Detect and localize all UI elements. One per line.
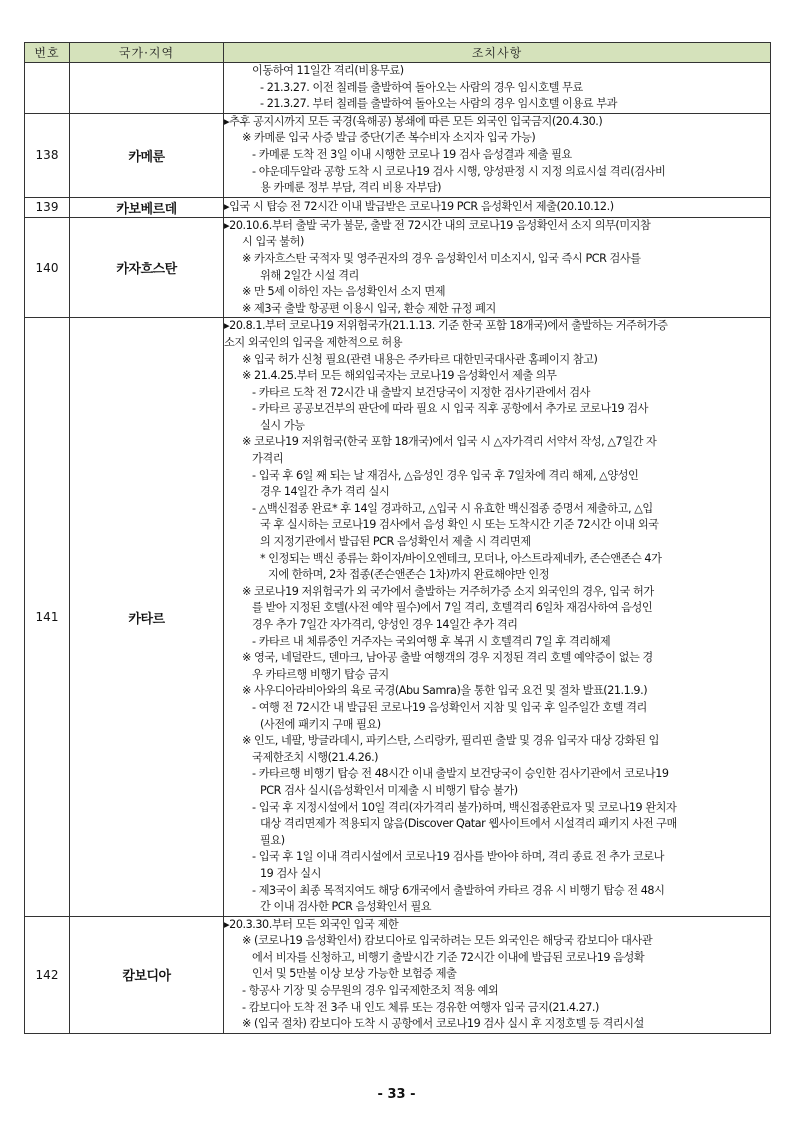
measure-line: 가격리 [252,452,284,466]
measure-line: - △백신접종 완료* 후 14일 경과하고, △입국 시 유효한 백신접종 증명서 제출하고, △입 [252,501,653,515]
measure-line: - 21.3.27. 이전 칠레를 출발하여 돌아오는 사람의 경우 임시호텔 무료 [260,80,583,94]
row-country: 카자흐스탄 [70,217,224,318]
table-row [25,113,771,197]
measure-line: - 여행 전 72시간 내 발급된 코로나19 음성확인서 지참 및 입국 후 일주일간 호텔 격리 [252,700,647,714]
row-country: 캄보디아 [70,916,224,1033]
row-measures [224,217,771,318]
table-row [25,197,771,217]
table-row [25,916,771,1033]
measure-line: - 카타르행 비행기 탑승 전 48시간 이내 출발지 보건당국이 승인한 검사기관에서 코로나19 [252,767,669,781]
measure-line: 에서 비자를 신청하고, 비행기 출발시간 기준 72시간 이내에 발급된 코로나19 음성확 [252,950,645,964]
measure-line: - 카타르 공공보건부의 판단에 따라 필요 시 입국 직후 공항에서 추가로 코로나19 검사 [252,402,648,416]
measure-line: ※ 21.4.25.부터 모든 해외입국자는 코로나19 음성확인서 제출 의무 [242,369,557,383]
measure-line: - 제3국이 최종 목적지여도 해당 6개국에서 출발하여 카타르 경유 시 비행기 탑승 전 48시 [252,883,665,897]
measure-line: - 야운데두알라 공항 도착 시 코로나19 검사 시행, 양성판정 시 지정 의료시설 격리(검사비 [252,164,666,178]
measure-line: ※ (입국 절차) 캄보디아 도착 시 공항에서 코로나19 검사 실시 후 지정호텔 등 격리시설 [242,1017,644,1031]
measure-line: ※ 사우디아라비아와의 육로 국경(Abu Samra)을 통한 입국 요건 및 절차 발표(21.1.9.) [242,684,648,698]
page-number: - 33 - [377,1087,416,1102]
measure-line: - 입국 후 6일 째 되는 날 재검사, △음성인 경우 입국 후 7일차에 격리 해제, △양성인 [252,468,639,482]
measure-line: 를 받아 지정된 호텔(사전 예약 필수)에서 7일 격리, 호텔격리 6일차 재검사하여 음성인 [252,601,653,615]
measure-line: ▸20.10.6.부터 출발 국가 불문, 출발 전 72시간 내의 코로나19 음성확인서 소지 의무(미지참 [224,218,651,232]
row-number: 142 [25,916,70,1033]
measure-line: 국 후 실시하는 코로나19 검사에서 음성 확인 시 또는 도착시간 기준 72시간 이내 외국 [260,518,659,532]
table-header-row [25,43,771,63]
measure-line: 용 카메룬 정부 부담, 격리 비용 자부담) [260,181,442,195]
row-number: 139 [25,197,70,217]
measure-line: - 카메룬 도착 전 3일 이내 시행한 코로나 19 검사 음성결과 제출 필요 [252,147,572,161]
measure-line: ▸20.8.1.부터 코로나19 저위험국가(21.1.13. 기준 한국 포함 18개국)에서 출발하는 거주허가증 [224,319,668,333]
row-number [25,63,70,114]
measure-line: 이동하여 11일간 격리(비용무료) [252,64,404,77]
row-number: 140 [25,217,70,318]
measure-line: 간 이내 검사한 PCR 음성확인서 필요 [260,900,432,914]
measure-line: ※ 카자흐스탄 국적자 및 영주권자의 경우 음성확인서 미소지시, 입국 즉시 PCR 검사를 [242,251,641,265]
measure-line: ※ 제3국 출발 항공편 이용시 입국, 환승 제한 규정 폐지 [242,301,496,315]
continuation-row [25,63,771,114]
measure-line: ※ 영국, 네덜란드, 덴마크, 남아공 출발 여행객의 경우 지정된 격리 호텔 예약증이 없는 경 [242,651,653,665]
header-number: 번호 [25,43,70,63]
measure-line: ※ 인도, 네팔, 방글라데시, 파키스탄, 스리랑카, 필리핀 출발 및 경유 입국자 대상 강화된 입 [242,734,659,748]
measure-line: ※ 만 5세 이하인 자는 음성확인서 소지 면제 [242,285,446,299]
measure-line: 의 지정기관에서 발급된 PCR 음성확인서 제출 시 격리면제 [260,535,531,549]
measure-line: 국제한조치 시행(21.4.26.) [252,750,379,764]
measure-line: 인서 및 5만불 이상 보상 가능한 보험증 제출 [252,967,457,981]
measure-line: ※ (코로나19 음성확인서) 캄보디아로 입국하려는 모든 외국인은 해당국 캄보디아 대사관 [242,934,653,948]
measure-line: - 항공사 기장 및 승무원의 경우 입국제한조치 적용 예외 [242,984,499,998]
row-measures [224,318,771,916]
measure-line: 필요) [260,833,285,847]
table-row [25,217,771,318]
row-number: 141 [25,318,70,916]
measure-line: ▸20.3.30.부터 모든 외국인 입국 제한 [224,917,399,931]
row-country: 카타르 [70,318,224,916]
table-row [25,318,771,916]
measure-line: - 카타르 내 체류중인 거주자는 국외여행 후 복귀 시 호텔격리 7일 후 격리해제 [252,634,611,648]
measure-line: 지에 한하며, 2차 접종(존슨앤존슨 1차)까지 완료해야만 인정 [268,568,550,582]
row-country: 카보베르데 [70,197,224,217]
header-measures: 조치사항 [224,43,771,63]
measure-line: 위해 2일간 시설 격리 [260,268,359,282]
measure-line: 19 검사 실시 [260,866,321,880]
measure-line: 대상 격리면제가 적용되지 않음(Discover Qatar 웹사이트에서 시설격리 패키지 사전 구매 [260,817,677,831]
measure-line: 경우 14일간 추가 격리 실시 [260,485,390,499]
measure-line: ※ 입국 허가 신청 필요(관련 내용은 주카타르 대한민국대사관 홈페이지 참고) [242,352,598,366]
measures-table [24,42,771,1034]
measure-line: ※ 코로나19 저위험국(한국 포함 18개국)에서 입국 시 △자가격리 서약서 작성, △7일간 자 [242,435,657,449]
measure-line: 우 카타르행 비행기 탑승 금지 [252,667,389,681]
measure-line: ※ 카메룬 입국 사증 발급 중단(기존 복수비자 소지자 입국 가능) [242,131,536,145]
row-measures [224,63,771,114]
row-measures [224,197,771,217]
measure-line: * 인정되는 백신 종류는 화이자/바이오엔테크, 모더나, 아스트라제네카, 존슨앤존슨 4가 [260,551,662,565]
header-country: 국가·지역 [70,43,224,63]
measure-line: - 캄보디아 도착 전 3주 내 인도 체류 또는 경유한 여행자 입국 금지(21.4.27.) [242,1000,599,1014]
row-country: 카메룬 [70,113,224,197]
measure-line: 실시 가능 [260,418,305,432]
row-country [70,63,224,114]
measure-line: ▸추후 공지시까지 모든 국경(육해공) 봉쇄에 따른 모든 외국인 입국금지(20.4.30.) [224,114,603,128]
measure-line: - 21.3.27. 부터 칠레를 출발하여 돌아오는 사람의 경우 임시호텔 이용료 부과 [260,97,617,111]
row-number: 138 [25,113,70,197]
measure-line: PCR 검사 실시(음성확인서 미제출 시 비행기 탑승 불가) [260,783,518,797]
measure-line: ※ 코로나19 저위험국가 외 국가에서 출발하는 거주허가증 소지 외국인의 경우, 입국 허가 [242,584,654,598]
row-measures [224,113,771,197]
measure-line: (사전에 패키지 구매 필요) [260,717,381,731]
measure-line: - 카타르 도착 전 72시간 내 출발지 보건당국이 지정한 검사기관에서 검사 [252,385,590,399]
measure-line: 경우 추가 7일간 자가격리, 양성인 경우 14일간 추가 격리 [252,618,518,631]
measure-line: ▸입국 시 탑승 전 72시간 이내 발급받은 코로나19 PCR 음성확인서 제출(20.10.12.) [224,199,614,213]
measure-line: 소지 외국인의 입국을 제한적으로 허용 [224,335,403,349]
row-measures [224,916,771,1033]
measure-line: 시 입국 불허) [242,235,304,249]
measure-line: - 입국 후 지정시설에서 10일 격리(자가격리 불가)하며, 백신접종완료자 및 코로나19 완치자 [252,800,677,814]
measure-line: - 입국 후 1일 이내 격리시설에서 코로나19 검사를 받아야 하며, 격리 종료 전 추가 코로나 [252,850,664,864]
